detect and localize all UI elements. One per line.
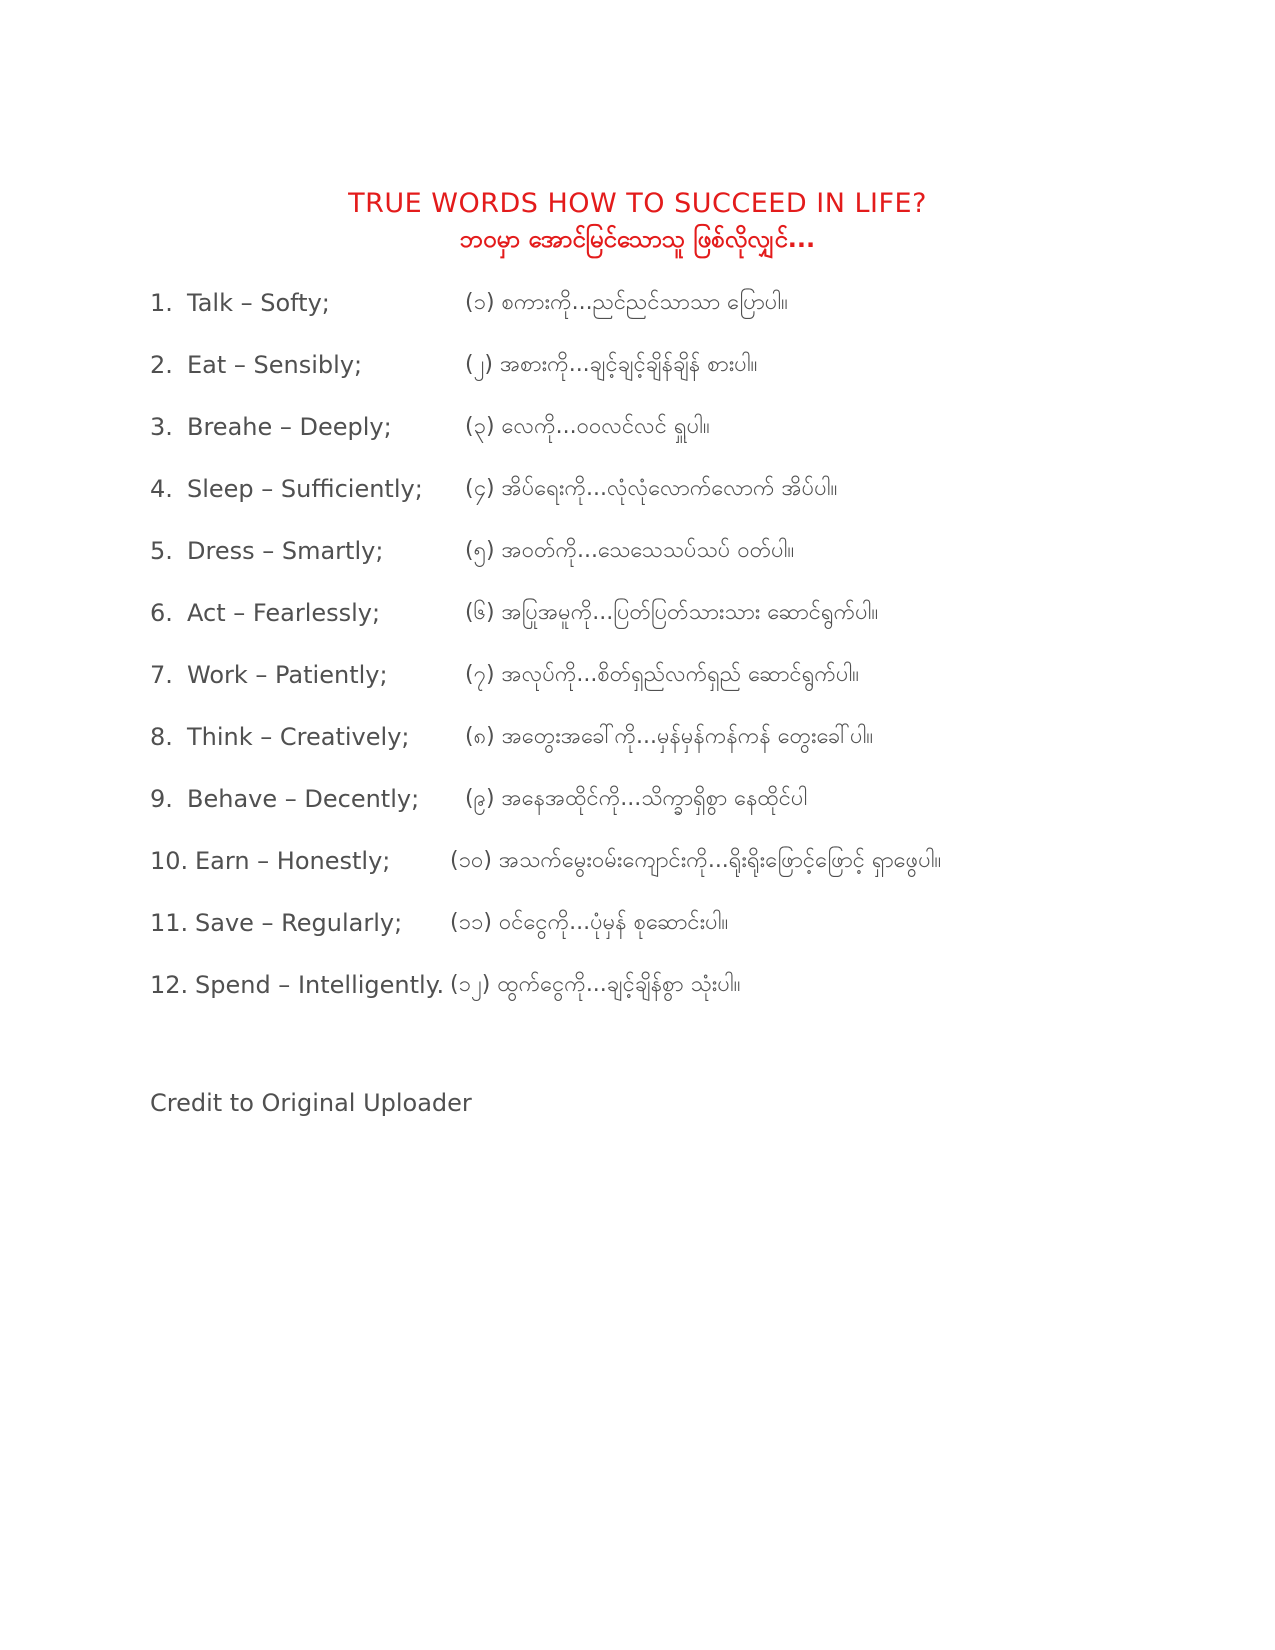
item-burmese: (၇) အလုပ်ကို...စိတ်ရှည်လက်ရှည် ဆောင်ရွက်ပါ။ (465, 662, 859, 687)
item-burmese: (၁၁) ဝင်ငွေကို...ပုံမှန် စုဆောင်းပါ။ (450, 910, 729, 935)
item-number: 3. (150, 413, 173, 441)
list-item (150, 593, 1150, 655)
list-item (150, 283, 1150, 345)
list-item (150, 717, 1150, 779)
item-english: Talk – Softy; (187, 289, 330, 317)
item-english: Dress – Smartly; (187, 537, 384, 565)
title-english: TRUE WORDS HOW TO SUCCEED IN LIFE? (348, 188, 927, 219)
list-item (150, 903, 1150, 965)
item-burmese: (၆) အပြုအမူကို...ပြတ်ပြတ်သားသား ဆောင်ရွက်ပါ။ (465, 600, 879, 625)
item-burmese: (၁၂) ထွက်ငွေကို...ချင့်ချိန်စွာ သုံးပါ။ (450, 972, 741, 997)
item-number: 5. (150, 537, 173, 565)
item-english: Save – Regularly; (195, 909, 403, 937)
item-burmese: (၉) အနေအထိုင်ကို...သိက္ခာရှိစွာ နေထိုင်ပါ (465, 786, 808, 811)
item-number: 2. (150, 351, 173, 379)
item-burmese: (၁၀) အသက်မွေးဝမ်းကျောင်းကို...ရိုးရိုးဖြောင့်ဖြောင့် ရှာဖွေပါ။ (450, 848, 942, 873)
title-block (0, 186, 1275, 256)
item-burmese: (၄) အိပ်ရေးကို...လုံလုံလောက်လောက် အိပ်ပါ။ (465, 476, 838, 501)
item-burmese: (၁) စကားကို...ညင်ညင်သာသာ ပြောပါ။ (465, 290, 788, 315)
item-burmese: (၈) အတွေးအခေါ်ကို...မှန်မှန်ကန်ကန် တွေးခေါ်ပါ။ (465, 724, 874, 749)
item-english: Earn – Honestly; (195, 847, 391, 875)
list-item (150, 531, 1150, 593)
list-item (150, 841, 1150, 903)
list-item (150, 345, 1150, 407)
item-english: Spend – Intelligently. (195, 971, 445, 999)
item-number: 7. (150, 661, 173, 689)
item-english: Breahe – Deeply; (187, 413, 392, 441)
advice-list (150, 283, 1150, 1027)
list-item (150, 779, 1150, 841)
item-english: Think – Creatively; (187, 723, 410, 751)
item-number: 1. (150, 289, 173, 317)
item-english: Act – Fearlessly; (187, 599, 381, 627)
item-english: Work – Patiently; (187, 661, 388, 689)
item-number: 9. (150, 785, 173, 813)
item-burmese: (၃) လေကို...ဝဝလင်လင် ရှူပါ။ (465, 414, 710, 439)
item-number: 8. (150, 723, 173, 751)
item-english: Sleep – Sufficiently; (187, 475, 423, 503)
item-number: 12. (150, 971, 189, 999)
item-english: Eat – Sensibly; (187, 351, 363, 379)
title-burmese: ဘဝမှာ အောင်မြင်သောသူ ဖြစ်လိုလျှင်... (459, 225, 816, 253)
item-burmese: (၂) အစားကို...ချင့်ချင့်ချိန်ချိန် စားပါ။ (465, 352, 758, 377)
credit-text: Credit to Original Uploader (150, 1089, 472, 1117)
item-burmese: (၅) အဝတ်ကို...သေသေသပ်သပ် ဝတ်ပါ။ (465, 538, 795, 563)
item-english: Behave – Decently; (187, 785, 420, 813)
list-item (150, 469, 1150, 531)
item-number: 11. (150, 909, 189, 937)
list-item (150, 655, 1150, 717)
item-number: 10. (150, 847, 189, 875)
item-number: 4. (150, 475, 173, 503)
list-item (150, 965, 1150, 1027)
item-number: 6. (150, 599, 173, 627)
list-item (150, 407, 1150, 469)
